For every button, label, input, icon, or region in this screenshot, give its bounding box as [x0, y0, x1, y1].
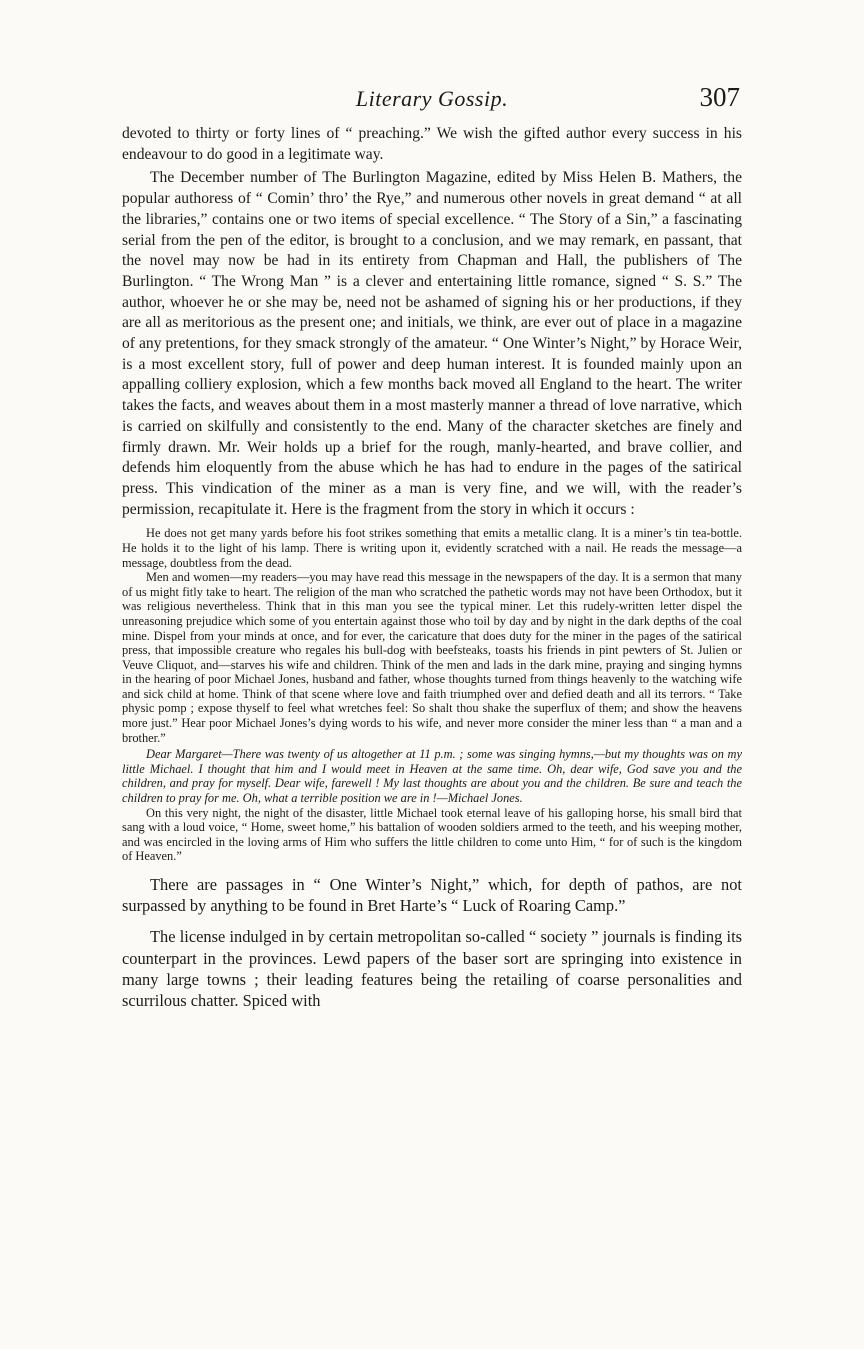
quote-letter-margaret: Dear Margaret—There was twenty of us altogether at 11 p.m. ; some was singing hymns,—but my thoughts was on my little Michael. I thought that him and I would meet in Heaven at the same time. Oh, dear wife, God save you and the children, and pray for myself. Dear wife, farewell ! My last thoughts are about you and the children. Be sure and teach the children to pray for me. Oh, what a terrible position we are in !—Michael Jones.: [122, 747, 742, 806]
quote-discovery: He does not get many yards before his foot strikes something that emits a metallic clang. It is a miner’s tin tea-bottle. He holds it to the light of his lamp. There is writing upon it, evidently scratched with a nail. He reads the message—a message, doubtless from the dead.: [122, 526, 742, 570]
paragraph-provincial-journals: The license indulged in by certain metropolitan so-called “ society ” journals is finding its counterpart in the provinces. Lewd papers of the baser sort are springing into existence in many large towns ; their leading features being the retailing of coarse personalities and scurrilous chatter. Spiced with: [122, 927, 742, 1011]
page-number: 307: [699, 82, 740, 112]
running-head-title: Literary Gossip.: [355, 86, 509, 111]
quote-little-michael: On this very night, the night of the disaster, little Michael took eternal leave of his galloping horse, his small bird that sang with a loud voice, “ Home, sweet home,” his battalion of wooden soldiers armed to the teeth, and his weeping mother, and was encircled in the loving arms of Him who suffers the little children to come unto Him, “ for of such is the kingdom of Heaven.”: [122, 805, 742, 864]
paragraph-continuation: devoted to thirty or forty lines of “ preaching.” We wish the gifted author every success in his endeavour to do good in a legitimate way.: [122, 125, 742, 163]
page: [122, 80, 742, 1011]
paragraph-burlington-magazine: The December number of The Burlington Magazine, edited by Miss Helen B. Mathers, the popular authoress of “ Comin’ thro’ the Rye,” and numerous other novels in great demand “ at all the libraries,” contains one or two items of special excellence. “ The Story of a Sin,” a fascinating serial from the pen of the editor, is brought to a conclusion, and we may remark, en passant, that the novel may now be had in its entirety from Chapman and Hall, the publishers of The Burlington. “ The Wrong Man ” is a clever and entertaining little romance, signed “ S. S.” The author, whoever he or she may be, need not be ashamed of signing his or her productions, if they are all as meritorious as the present one; and initials, we think, are ever out of place in a magazine of any pretentions, for they smack strongly of the amateur. “ One Winter’s Night,” by Horace Weir, is a most excellent story, full of power and deep human interest. It is founded mainly upon an appalling colliery explosion, which a few months back moved all England to the heart. The writer takes the facts, and weaves about them in a most masterly manner a thread of love narrative, which is carried on skilfully and consistently to the end. Many of the character sketches are finely and firmly drawn. Mr. Weir holds up a brief for the rough, manly-hearted, and brave collier, and defends him eloquently from the abuse which he has had to endure in the pages of the satirical press. This vindication of the miner as a man is very fine, and we will, with the reader’s permission, recapitulate it. Here is the fragment from the story in which it occurs :: [122, 169, 742, 518]
paragraph-bret-harte: There are passages in “ One Winter’s Night,” which, for depth of pathos, are not surpassed by anything to be found in Bret Harte’s “ Luck of Roaring Camp.”: [122, 875, 742, 916]
running-head: [122, 80, 742, 124]
quote-readers-appeal: Men and women—my readers—you may have read this message in the newspapers of the day. It is a sermon that many of us might fitly take to heart. The religion of the man who scratched the pathetic words may not have been Orthodox, but it was religious nevertheless. Think that in this man you see the typical miner. Let this rudely-written letter dispel the unreasoning prejudice which some of you entertain against those who toil by day and by night in the dark depths of the coal mine. Dispel from your minds at once, and for ever, the caricature that does duty for the miner in the pages of the satirical press, that impossible creature who regales his bull-dog with beefsteaks, toasts his friends in pint pewters of St. Julien or Veuve Cliquot, and—starves his wife and children. Think of the men and lads in the dark mine, praying and singing hymns in the hearing of poor Michael Jones, husband and father, whose thoughts turned from things heavenly to the watching wife and sick child at home. Think of that scene where love and faith triumphed over and defied death and all its terrors. “ Take physic pomp ; expose thyself to feel what wretches feel: So shalt thou shake the superflux of them; and show the heavens more just.” Hear poor Michael Jones’s dying words to his wife, and never more consider the miner less than “ a man and a brother.”: [122, 570, 742, 745]
